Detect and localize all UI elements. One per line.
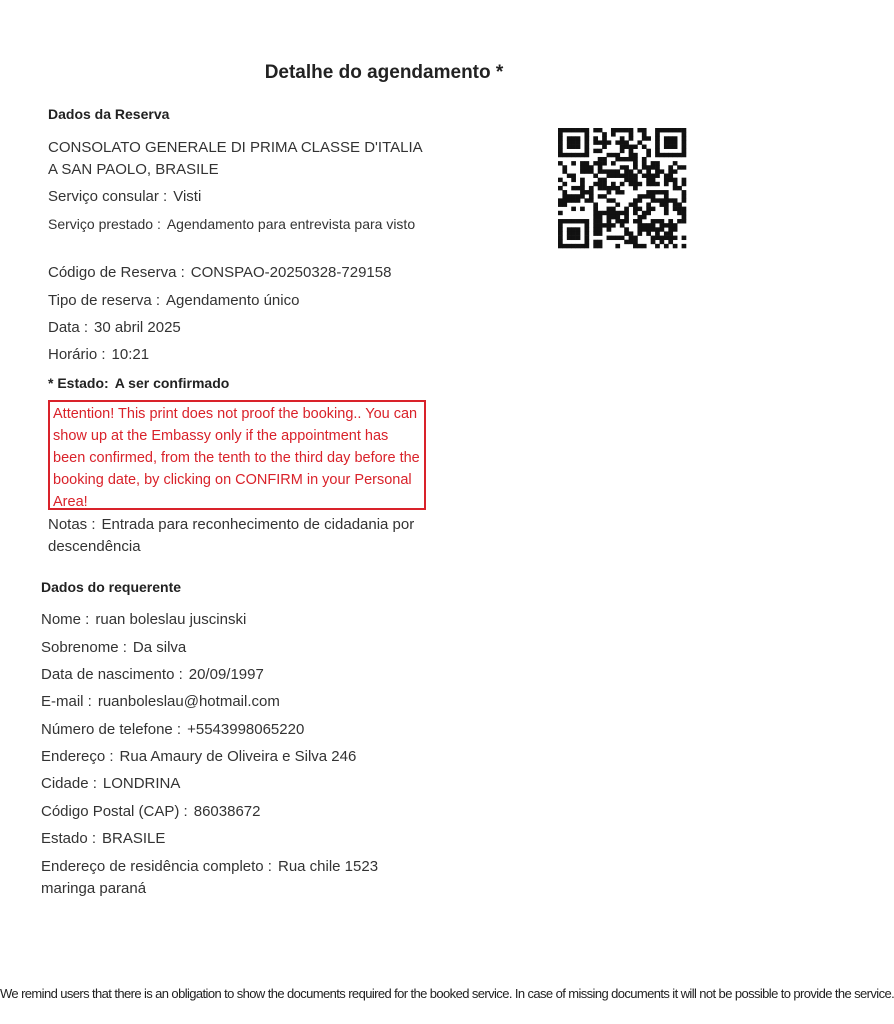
email-row [41, 691, 280, 713]
field-value: CONSPAO-20250328-729158 [190, 264, 392, 281]
field-value: 86038672 [193, 803, 261, 820]
applicant-heading: Dados do requerente [41, 579, 182, 595]
field-value: Visti [173, 188, 202, 205]
field-value: 20/09/1997 [188, 666, 264, 683]
postal-code-row [41, 801, 260, 823]
field-label: Serviço consular : [48, 188, 168, 205]
notes-row [48, 514, 438, 558]
state-row [41, 828, 165, 850]
page-title: Detalhe do agendamento * [264, 62, 504, 83]
booking-warning: Attention! This print does not proof the booking.. You can show up at the Embassy only if the appointment has been confirmed, from the tenth to the third day before the booking date, by clicking on CONFIRM in your Personal Area! [48, 400, 426, 510]
field-label: E-mail : [41, 693, 92, 710]
field-value: 10:21 [111, 346, 150, 363]
field-label: Código de Reserva : [48, 264, 185, 281]
qr-code-icon [558, 128, 686, 248]
provided-service-row [48, 213, 433, 235]
reservation-heading: Dados da Reserva [48, 106, 170, 122]
field-label: Data : [48, 319, 89, 336]
status-badge: A ser confirmado [114, 375, 230, 391]
phone-row [41, 719, 304, 741]
full-address-row [41, 856, 411, 900]
field-label: Sobrenome : [41, 639, 127, 656]
field-value: Entrada para reconhecimento de cidadania por descendência [48, 516, 415, 555]
field-value: Agendamento único [166, 292, 300, 309]
field-value: 30 abril 2025 [94, 319, 181, 336]
field-value: LONDRINA [102, 775, 181, 792]
status-row [48, 375, 229, 391]
field-label: Data de nascimento : [41, 666, 183, 683]
field-value: +5543998065220 [187, 721, 305, 738]
consulate-name: CONSOLATO GENERALE DI PRIMA CLASSE D'ITALIA A SAN PAOLO, BRASILE [48, 139, 422, 178]
field-value: Da silva [132, 639, 187, 656]
field-label: Serviço prestado : [48, 216, 161, 232]
consular-service-row [48, 186, 201, 208]
applicant-surname-row [41, 637, 186, 659]
footer-note: We remind users that there is an obligation to show the documents required for the booked service. In case of missing documents it will not be possible to provide the service. [0, 986, 894, 1001]
field-label: Estado : [41, 830, 97, 847]
status-label: * Estado: [48, 375, 109, 391]
time-row [48, 344, 149, 366]
date-row [48, 317, 181, 339]
field-value: Agendamento para entrevista para visto [166, 216, 416, 232]
reservation-code-row [48, 262, 391, 284]
field-label: Número de telefone : [41, 721, 182, 738]
field-label: Endereço de residência completo : [41, 858, 272, 875]
field-value: ruanboleslau@hotmail.com [97, 693, 280, 710]
field-label: Horário : [48, 346, 106, 363]
field-label: Cidade : [41, 775, 97, 792]
address-row [41, 746, 356, 768]
field-value: BRASILE [102, 830, 166, 847]
reservation-type-row [48, 290, 299, 312]
field-label: Código Postal (CAP) : [41, 803, 188, 820]
birth-date-row [41, 664, 264, 686]
field-label: Endereço : [41, 748, 114, 765]
field-label: Notas : [48, 516, 96, 533]
field-value: Rua Amaury de Oliveira e Silva 246 [119, 748, 357, 765]
field-value: ruan boleslau juscinski [95, 611, 247, 628]
city-row [41, 773, 180, 795]
field-label: Nome : [41, 611, 90, 628]
field-label: Tipo de reserva : [48, 292, 160, 309]
applicant-name-row [41, 609, 246, 631]
field-value: Rua chile 1523 maringa paraná [41, 858, 379, 897]
